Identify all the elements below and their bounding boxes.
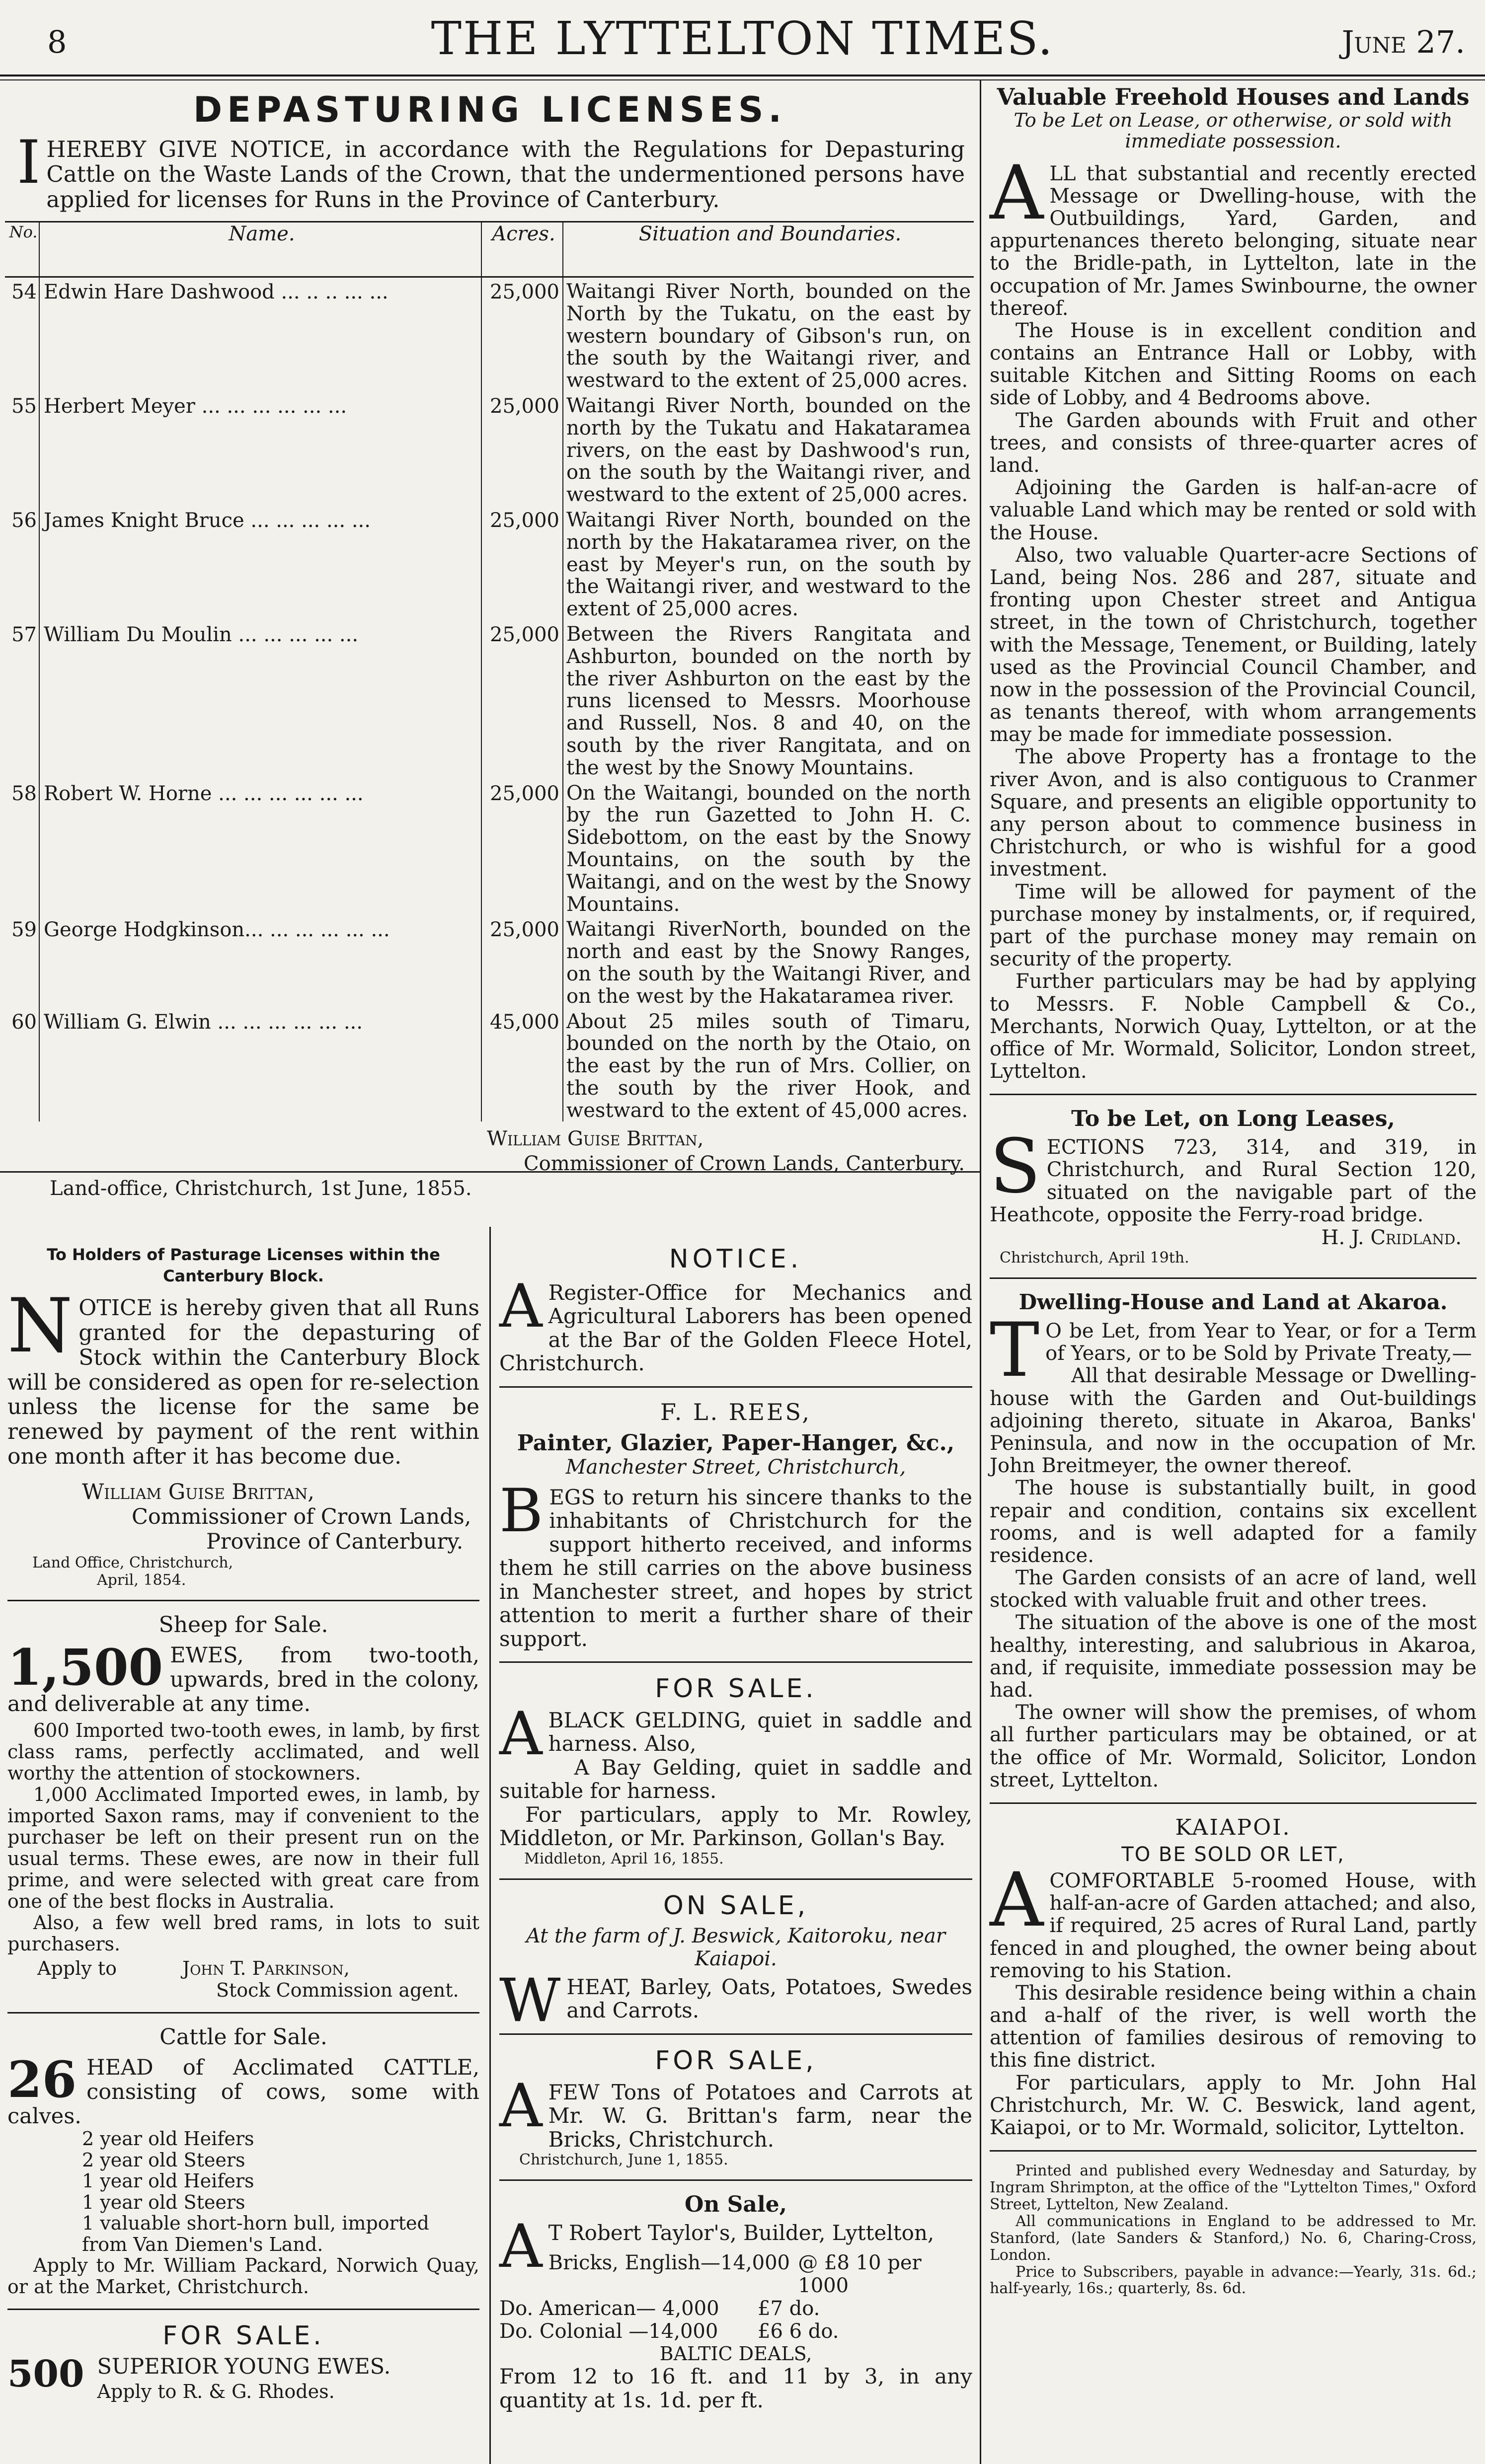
license-holder-name: William Du Moulin ... ... ... ... ... (44, 623, 359, 646)
divider (990, 1277, 1477, 1279)
divider (499, 2179, 972, 2181)
price-row (499, 2320, 972, 2343)
sheep-apply-label: Apply to (37, 1957, 117, 1980)
kaiapoi-ad (990, 1815, 1477, 2139)
sheep-para-2: 1,000 Acclimated Imported ewes, in lamb, by imported Saxon rams, may if convenient to the purchaser be left on their present run on the usual terms. These ewes, are now in their full prime, and were selected with great care from one of the best flocks in Australia. (7, 1783, 479, 1912)
akaroa-para-2: All that desirable Message or Dwelling-house with the Garden and Out-buildings adjoining thereto, situate in Akaroa, Banks' Peninsula, and now in the occupation of Mr. John Breitmeyer, the owner thereof. (990, 1364, 1477, 1478)
dropcap: S (990, 1123, 1041, 1210)
column-rule-middle (489, 1227, 491, 2464)
cattle-ad (7, 2024, 479, 2298)
divider (499, 1386, 972, 1388)
pasturage-signature: William Guise Brittan, (82, 1480, 314, 1505)
header-rule-thin (0, 79, 1485, 80)
akaroa-para-1: O be Let, from Year to Year, or for a Term of Years, or to be Sold by Private Treaty,— (1045, 1320, 1477, 1365)
price-row (499, 2297, 972, 2320)
license-acres: 25,000 (481, 506, 563, 620)
divider (7, 2309, 479, 2310)
rees-body: EGS to return his sincere thanks to the inhabitants of Christchurch for the support hitherto received, and informs them he still carries on the above business in Manchester street, and hopes by strict attention to merit a further share of their support. (499, 1485, 972, 1651)
pasturage-signature-province: Province of Canterbury. (206, 1529, 464, 1555)
licenses-table-body (5, 277, 974, 1122)
divider (499, 2033, 972, 2035)
license-number: 56 (5, 506, 39, 620)
price-label: Do. American— 4,000 (499, 2297, 719, 2320)
list-item: 1 year old Steers (82, 2191, 245, 2213)
gelding-para-3: For particulars, apply to Mr. Rowley, Middleton, or Mr. Parkinson, Gollan's Bay. (499, 1802, 972, 1851)
sheep-ad (7, 1612, 479, 2001)
dropcap: A (499, 2071, 543, 2141)
dropcap: A (499, 1699, 543, 1769)
imprint-para-2: All communications in England to be addressed to Mr. Stanford, (late Sanders & Stanford,) No. 6, Charing-Cross, London. (990, 2212, 1477, 2264)
potatoes-ad (499, 2046, 972, 2168)
sheep-agent-name: John T. Parkinson, (182, 1957, 350, 1980)
table-row (5, 620, 974, 779)
license-acres: 25,000 (481, 620, 563, 779)
potatoes-title: FOR SALE, (655, 2045, 817, 2076)
ewes-lead: SUPERIOR YOUNG EWES. (97, 2354, 391, 2380)
pasturage-body: OTICE is hereby given that all Runs granted for the depasturing of Stock within the Canterbury Block will be considered as open for re-selection unless the license for the same be renewed by payment of the rent within one month after it has become due. (7, 1295, 479, 1469)
list-item: 2 year old Heifers (82, 2128, 254, 2150)
list-item: 2 year old Steers (82, 2149, 245, 2171)
imprint-para-1: Printed and published every Wednesday and Saturday, by Ingram Shrimpton, at the office of the "Lyttelton Times," Oxford Street, Lyttelton, New Zealand. (990, 2162, 1477, 2213)
license-holder-name: Edwin Hare Dashwood ... .. .. ... ... (44, 281, 389, 303)
dropcap: I (17, 128, 41, 197)
header-rule (0, 75, 1485, 76)
licenses-section (0, 89, 980, 212)
leases-body: ECTIONS 723, 314, and 319, in Christchurch, and Rural Section 120, situated on the navigable part of the Heathcote, opposite the Ferry-road bridge. (990, 1136, 1477, 1226)
table-row (5, 779, 974, 916)
akaroa-para-4: The Garden consists of an acre of land, well stocked with valuable fruit and other trees. (990, 1567, 1477, 1612)
table-header-row (5, 222, 974, 277)
dropcap: T (990, 1307, 1040, 1394)
rees-ad (499, 1399, 972, 1650)
baltic-title: BALTIC DEALS, (659, 2343, 812, 2365)
license-acres: 25,000 (481, 779, 563, 916)
table-row (5, 1008, 974, 1122)
kaiapoi-para-3: For particulars, apply to Mr. John Hal Christchurch, Mr. W. C. Beswick, land agent, Kaiapoi, or to Mr. Wormald, solicitor, Lyttelton. (990, 2071, 1477, 2140)
page-header (0, 5, 1485, 79)
cattle-apply: Apply to Mr. William Packard, Norwich Quay, or at the Market, Christchurch. (7, 2254, 479, 2298)
divider (499, 1661, 972, 1663)
sheep-count: 1,500 (7, 1638, 163, 1697)
table-row (5, 506, 974, 620)
divider (990, 1802, 1477, 1804)
col-acres: Acres. (481, 222, 563, 277)
license-number: 59 (5, 915, 39, 1007)
table-row (5, 392, 974, 506)
license-situation: Waitangi River North, bounded on the north by the Tukatu and Hakataramea rivers, on the east by Dashwood's run, on the south by the Waitangi river, and westward to the extent of 25,000 acres. (566, 394, 971, 507)
pasturage-dateline: Land Office, Christchurch, (32, 1554, 234, 1572)
price-row (548, 2251, 972, 2297)
rees-address: Manchester Street, Christchurch, (565, 1455, 906, 1479)
kaiapoi-para-2: This desirable residence being within a chain and a-half of the river, is well worth the attention of families desirous of removing to this fine district. (990, 1981, 1477, 2072)
freehold-subtitle: To be Let on Lease, or otherwise, or sold with immediate possession. (1014, 109, 1453, 152)
license-acres: 25,000 (481, 915, 563, 1007)
list-item: 1 year old Heifers (82, 2170, 254, 2192)
table-row (5, 915, 974, 1007)
cattle-lead: HEAD of Acclimated CATTLE, consisting of cows, some with calves. (7, 2055, 479, 2129)
licenses-signature: William Guise Brittan, (487, 1127, 704, 1150)
license-acres: 45,000 (481, 1008, 563, 1122)
freehold-para-7: Time will be allowed for payment of the purchase money by instalments, or, if required, part of the purchase money may remain on security of the property. (990, 880, 1477, 971)
freehold-para-4: Adjoining the Garden is half-an-acre of valuable Land which may be rented or sold with the House. (990, 476, 1477, 544)
license-number: 54 (5, 277, 39, 392)
license-number: 57 (5, 620, 39, 779)
price-label: Bricks, English—14,000 (548, 2251, 790, 2275)
gelding-title: FOR SALE. (655, 1673, 817, 1704)
divider (7, 2012, 479, 2014)
dropcap: A (990, 149, 1044, 236)
akaroa-para-5: The situation of the above is one of the most healthy, interesting, and salubrious in Akaroa, and, if requisite, immediate possession may be had. (990, 1611, 1477, 1702)
license-situation: On the Waitangi, bounded on the north by the run Gazetted to John H. C. Sidebottom, on the east by the Snowy Mountains, on the south by the Waitangi, and on the west by the Snowy Mountains. (566, 781, 971, 916)
dropcap: A (499, 1272, 543, 1341)
freehold-ad (990, 83, 1477, 1083)
license-situation: Waitangi RiverNorth, bounded on the north and east by the Snowy Ranges, on the south by the Waitangi River, and on the west by the Hakataramea river. (566, 918, 971, 1008)
license-holder-name: Robert W. Horne ... ... ... ... ... ... (44, 782, 364, 805)
bricks-ad (499, 2192, 972, 2412)
cattle-count: 26 (7, 2050, 77, 2109)
kaiapoi-para-1: COMFORTABLE 5-roomed House, with half-an-acre of Garden attached; and also, if required, 25 acres of Rural Land, partly fenced in and ploughed, the owner being about removing to his Station. (990, 1869, 1477, 1982)
sheep-lead: EWES, from two-tooth, upwards, bred in the colony, and deliverable at any time. (7, 1643, 479, 1717)
baltic-body: From 12 to 16 ft. and 11 by 3, in any quantity at 1s. 1d. per ft. (499, 2364, 972, 2412)
divider (499, 1878, 972, 1880)
price-label: Do. Colonial —14,000 (499, 2320, 718, 2343)
licenses-title: DEPASTURING LICENSES. (193, 89, 786, 130)
pasturage-notice (7, 1244, 479, 1589)
kaiapoi-title: KAIAPOI. (1175, 1814, 1291, 1840)
leases-signer: H. J. Cridland. (1321, 1226, 1462, 1250)
register-title: NOTICE. (669, 1244, 803, 1274)
right-column (990, 83, 1477, 2297)
license-holder-name: William G. Elwin ... ... ... ... ... ... (44, 1010, 363, 1034)
table-row (5, 277, 974, 392)
imprint (990, 2163, 1477, 2297)
license-number: 55 (5, 392, 39, 506)
license-situation: Between the Rivers Rangitata and Ashburton, bounded on the north by the river Ashburton on the east by the runs licensed to Messrs. Moorhouse and Russell, Nos. 8 and 40, on the south by the river Rangitata, and on the west by the Snowy Mountains. (566, 622, 971, 779)
pasturage-date: April, 1854. (97, 1571, 186, 1589)
rees-trade: Painter, Glazier, Paper-Hanger, &c., (517, 1430, 955, 1456)
dropcap: A (990, 1857, 1044, 1943)
akaroa-ad (990, 1290, 1477, 1792)
freehold-para-2: The House is in excellent condition and contains an Entrance Hall or Lobby, with suitable Kitchen and Sitting Rooms on each side of Lobby, and 4 Bedrooms above. (990, 319, 1477, 410)
price-value: £7 do. (758, 2297, 820, 2320)
license-situation: Waitangi River North, bounded on the north by the Hakataramea river, on the east by Meyer's run, on the south by the Waitangi river, and westward to the extent of 25,000 acres. (566, 508, 971, 621)
price-value: £6 6 do. (758, 2320, 839, 2343)
ewes-count: 500 (7, 2353, 84, 2396)
licenses-signature-title: Commissioner of Crown Lands, Canterbury. (524, 1152, 965, 1175)
pasturage-title: To Holders of Pasturage Licenses within the Canterbury Block. (47, 1245, 440, 1286)
list-item: 1 valuable short-horn bull, imported from Van Diemen's Land. (82, 2212, 429, 2255)
sheep-title: Sheep for Sale. (158, 1612, 328, 1638)
license-number: 58 (5, 779, 39, 916)
middle-column (499, 1244, 972, 2412)
price-value: @ £8 10 per 1000 (798, 2251, 922, 2298)
license-holder-name: Herbert Meyer ... ... ... ... ... ... (44, 394, 347, 418)
left-column (7, 1244, 479, 2403)
freehold-para-5: Also, two valuable Quarter-acre Sections of Land, being Nos. 286 and 287, situate and fronting upon Chester street and Antigua street, in the town of Christchurch, together with the Message, Tenement, or Building, lately used as the Provincial Council Chamber, and now in the possession of the Provincial Council, as tenants thereof, with whom arrangements may be made for immediate possession. (990, 543, 1477, 747)
ewes-apply: Apply to R. & G. Rhodes. (97, 2380, 335, 2402)
licenses-intro (17, 128, 965, 213)
license-situation: Waitangi River North, bounded on the North by the Tukatu, on the east by western boundary of Gibson's run, on the south by the Waitangi river, and westward to the extent of 25,000 acres. (566, 280, 971, 392)
kaiapoi-subtitle: TO BE SOLD OR LET, (1121, 1843, 1345, 1866)
column-rule-right (980, 79, 981, 2464)
leases-ad (990, 1106, 1477, 1267)
sheep-agent-role: Stock Commission agent. (216, 1979, 459, 2002)
bricks-price-list (499, 2251, 972, 2343)
gelding-lead: BLACK GELDING, quiet in saddle and harness. Also, (548, 1708, 972, 1756)
akaroa-title: Dwelling-House and Land at Akaroa. (1018, 1290, 1448, 1315)
bricks-title: On Sale, (685, 2191, 787, 2217)
cattle-list (82, 2128, 479, 2255)
akaroa-para-6: The owner will show the premises, of whom all further particulars may be obtained, or at the office of Mr. Wormald, Solicitor, London street, Lyttelton. (990, 1701, 1477, 1792)
bricks-lead: T Robert Taylor's, Builder, Lyttelton, (548, 2220, 935, 2245)
sheep-para-1: 600 Imported two-tooth ewes, in lamb, by first class rams, perfectly acclimated, and well worthy the attention of stockowners. (7, 1719, 479, 1785)
sheep-para-3: Also, a few well bred rams, in lots to suit purchasers. (7, 1911, 479, 1955)
license-acres: 25,000 (481, 277, 563, 392)
gelding-para-2: A Bay Gelding, quiet in saddle and suitable for harness. (499, 1755, 972, 1803)
potatoes-body: FEW Tons of Potatoes and Carrots at Mr. W. G. Brittan's farm, near the Bricks, Christchurch. (548, 2080, 972, 2152)
licenses-table (5, 221, 974, 1121)
col-no: No. (5, 222, 39, 277)
wheat-place: At the farm of J. Beswick, Kaitoroku, near Kaiapoi. (526, 1924, 945, 1970)
freehold-para-8: Further particulars may be had by applying to Messrs. F. Noble Campbell & Co., Merchants, Norwich Quay, Lyttelton, or at the office of Mr. Wormald, Solicitor, London street, Lyttelton. (990, 970, 1477, 1083)
potatoes-date: Christchurch, June 1, 1855. (519, 2151, 728, 2168)
dropcap: A (499, 2212, 543, 2281)
freehold-title: Valuable Freehold Houses and Lands (997, 83, 1470, 110)
dropcap: N (7, 1283, 73, 1370)
imprint-para-3: Price to Subscribers, payable in advance:—Yearly, 31s. 6d.; half-yearly, 16s.; quarterly, 8s. 6d. (990, 2263, 1477, 2298)
register-notice (499, 1244, 972, 1375)
divider (990, 1094, 1477, 1095)
dropcap: W (499, 1966, 561, 2035)
wheat-body: HEAT, Barley, Oats, Potatoes, Swedes and Carrots. (566, 1974, 972, 2023)
freehold-para-6: The above Property has a frontage to the river Avon, and is also contiguous to Cranmer Square, and presents an eligible opportunity to any person about to commence business in Christchurch, or who is wishful for a good investment. (990, 746, 1477, 881)
gelding-date: Middleton, April 16, 1855. (524, 1850, 724, 1867)
sheep-apply (37, 1957, 479, 1979)
license-holder-name: George Hodgkinson... ... ... ... ... ... (44, 918, 390, 942)
cattle-title: Cattle for Sale. (159, 2024, 327, 2050)
leases-date: Christchurch, April 19th. (1000, 1249, 1189, 1267)
freehold-para-1: LL that substantial and recently erected Message or Dwelling-house, with the Outbuildings, Yard, Garden, and appurtenances thereto belonging, situate near to the Bridle-path, in Lyttelton, late in the occupation of Mr. James Swinbourne, the owner thereof. (990, 162, 1477, 320)
freehold-para-3: The Garden abounds with Fruit and other trees, and consists of three-quarter acres of land. (990, 409, 1477, 477)
akaroa-para-3: The house is substantially built, in good repair and condition, contains six excellent rooms, and is well adapted for a family residence. (990, 1477, 1477, 1567)
license-holder-name: James Knight Bruce ... ... ... ... ... (44, 509, 371, 532)
license-acres: 25,000 (481, 392, 563, 506)
register-body: Register-Office for Mechanics and Agricultural Laborers has been opened at the Bar of the Golden Fleece Hotel, Christchurch. (499, 1280, 972, 1376)
ewes-ad (7, 2321, 479, 2403)
col-situation: Situation and Boundaries. (563, 222, 974, 277)
gelding-ad (499, 1674, 972, 1867)
ewes-title: FOR SALE. (162, 2321, 324, 2351)
wheat-title: ON SALE, (663, 1890, 809, 1921)
divider (7, 1600, 479, 1601)
license-number: 60 (5, 1008, 39, 1122)
leases-title: To be Let, on Long Leases, (1071, 1106, 1395, 1132)
issue-date: June 27. (1341, 24, 1465, 60)
rees-name: F. L. REES, (660, 1398, 812, 1425)
masthead: THE LYTTELTON TIMES. (431, 12, 1054, 65)
dropcap: B (499, 1476, 544, 1546)
pasturage-signature-title: Commissioner of Crown Lands, (132, 1504, 471, 1530)
divider (990, 2150, 1477, 2152)
license-situation: About 25 miles south of Timaru, bounded on the north by the Otaio, on the east by the run of Mrs. Collier, on the south by the river Hook, and westward to the extent of 45,000 acres. (566, 1010, 971, 1122)
wheat-ad (499, 1890, 972, 2035)
licenses-dateline: Land-office, Christchurch, 1st June, 1855. (50, 1177, 472, 1200)
col-name: Name. (39, 222, 481, 277)
page-number: 8 (47, 24, 67, 60)
licenses-intro-text: HEREBY GIVE NOTICE, in accordance with the Regulations for Depasturing Cattle on the Waste Lands of the Crown, that the undermentioned persons have applied for licenses for Runs in the Province of Canterbury. (46, 136, 965, 213)
